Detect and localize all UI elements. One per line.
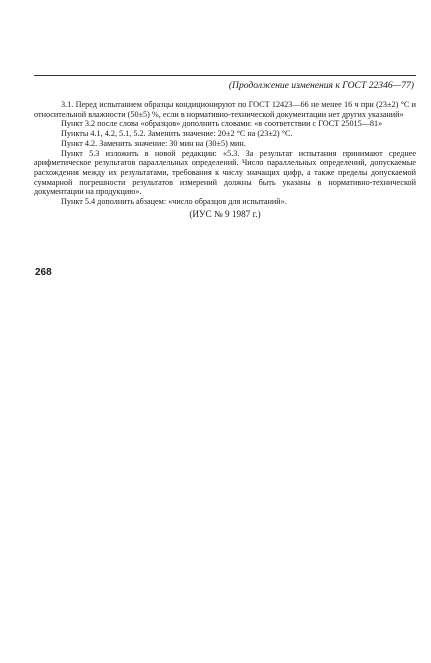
paragraph-3-1: 3.1. Перед испытанием образцы кондиционируют по ГОСТ 12423—66 не менее 16 ч при (23±2) °С и относительной влажности (50±5) %, если в нормативно-технической документации нет других указаний» — [34, 100, 416, 119]
paragraph-5-3: Пункт 5.3 изложить в новой редакции: «5.3. За результат испытания принимают среднее арифметическое результатов параллельных определений. Число параллельных определений, допускаемые расхождения между их результатами, требования к числу значащих цифр, а также пределы допускаемой суммарной погрешности результатов измерений должны быть указаны в нормативно-технической документации на продукцию». — [34, 148, 416, 197]
page-number: 268 — [35, 267, 52, 278]
paragraph-4-2: Пункт 4.2. Заменить значение: 30 мин на (30±5) мин. — [61, 138, 246, 148]
continuation-header: (Продолжение изменения к ГОСТ 22346—77) — [228, 80, 414, 91]
paragraph-4-1: Пункты 4.1, 4.2, 5.1, 5.2. Заменить значение: 20±2 °С на (23±2) °С. — [61, 129, 293, 139]
publication-reference: (ИУС № 9 1987 г.) — [189, 208, 261, 219]
top-rule — [34, 75, 416, 76]
paragraph-5-4: Пункт 5.4 дополнить абзацем: «число образцов для испытаний». — [61, 197, 287, 207]
document-body — [34, 100, 416, 219]
paragraph-3-2: Пункт 3.2 после слова «образцов» дополнить словами: «в соответствии с ГОСТ 25015—81» — [61, 119, 383, 129]
